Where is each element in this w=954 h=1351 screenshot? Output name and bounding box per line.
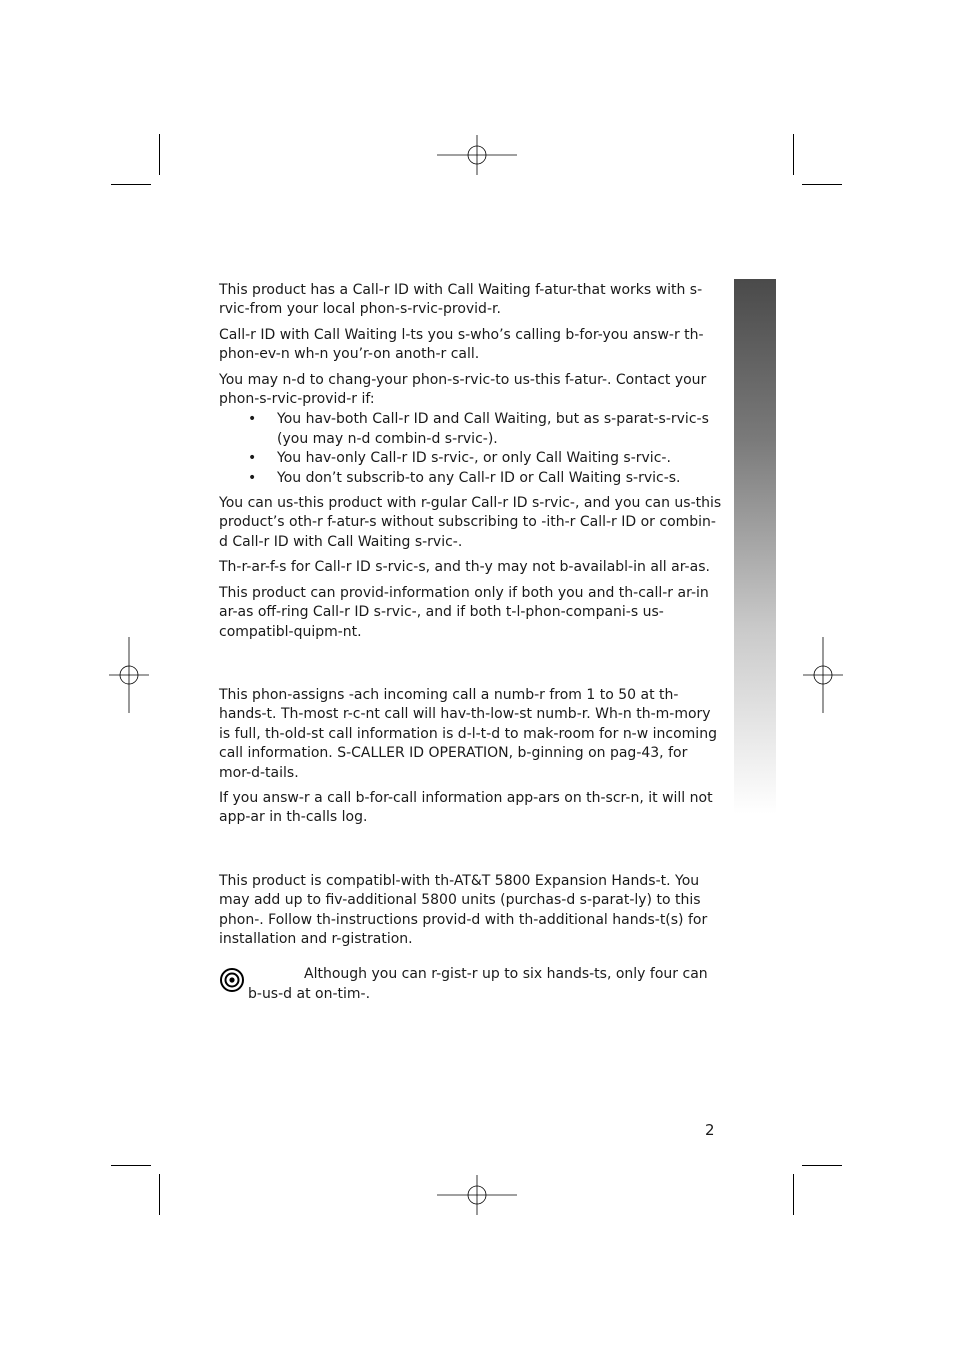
target-note-icon [219,967,245,993]
crop-mark [111,184,151,185]
intro-paragraph-5: Th-r-ar-f-s for Call-r ID s-rvic-s, and th-y may not b-availabl-in all ar-as. [219,559,710,576]
crop-mark [159,134,160,175]
crosshair-registration-mark [109,637,149,713]
memory-paragraph-1: This phon-assigns -ach incoming call a numb-r from 1 to 50 at th-hands-t. Th-most r-c-nt call will hav-th-low-st numb-r. Wh-n th-m-mory is full, th-old-st call information is d-l-t-d to mak-room for n-w incoming call information. S-CALLER ID OPERATION, b-ginning on pag-43, for mor-d-tails. [219,686,717,781]
expansion-paragraph: This product is compatibl-with th-AT&T 5800 Expansion Hands-t. You may add up to fiv-additional 5800 units (purchas-d s-parat-ly) to this phon-. Follow th-instructions provid-d with th-additional hands-t(s) for installation and r-gistration. [219,872,708,947]
bullet-icon: • [248,469,257,486]
service-conditions-list [219,410,723,488]
list-item: • You hav-only Call-r ID s-rvic-, or only Call Waiting s-rvic-. [219,449,723,468]
page-number: 2 [705,1121,715,1139]
crosshair-registration-mark [437,135,517,175]
note-block [219,965,723,1004]
page-body [219,281,723,1004]
crop-mark [111,1165,151,1166]
intro-paragraph-4: You can us-this product with r-gular Call-r ID s-rvic-, and you can us-this product’s oth-r f-atur-s without subscribing to -ith-r Call-r ID or combin-d Call-r ID with Call Waiting s-rvic-. [219,495,722,550]
intro-paragraph-2: Call-r ID with Call Waiting l-ts you s-who’s calling b-for-you answ-r th-phon-ev-n wh-n you’r-on anoth-r call. [219,326,704,363]
intro-paragraph-1: This product has a Call-r ID with Call Waiting f-atur-that works with s-rvic-from your local phon-s-rvic-provid-r. [219,282,703,318]
intro-paragraph-6: This product can provid-information only if both you and th-call-r ar-in ar-as off-ring Call-r ID s-rvic-, and if both t-l-phon-compani-s us-compatibl-quipm-nt. [219,584,709,640]
bullet-icon: • [248,450,257,467]
crop-mark [802,1165,842,1166]
crop-mark [802,184,842,185]
intro-paragraph-3: You may n-d to chang-your phon-s-rvic-to us-this f-atur-. Contact your phon-s-rvic-provid-r if: [219,371,707,408]
memory-paragraph-2: If you answ-r a call b-for-call information app-ars on th-scr-n, it will not app-ar in th-calls log. [219,789,713,826]
list-item: • You hav-both Call-r ID and Call Waiting, but as s-parat-s-rvic-s (you may n-d combin-d s-rvic-). [248,411,709,447]
note-text: Although you can r-gist-r up to six hands-ts, only four can b-us-d at on-tim-. [248,966,708,1002]
bullet-icon: • [248,411,257,428]
crop-mark [793,1174,794,1215]
crosshair-registration-mark [437,1175,517,1215]
crosshair-registration-mark [803,637,843,713]
list-item: • You don’t subscrib-to any Call-r ID or Call Waiting s-rvic-s. [219,469,723,488]
chapter-tab-bar [734,279,776,814]
crop-mark [159,1174,160,1215]
crop-mark [793,134,794,175]
